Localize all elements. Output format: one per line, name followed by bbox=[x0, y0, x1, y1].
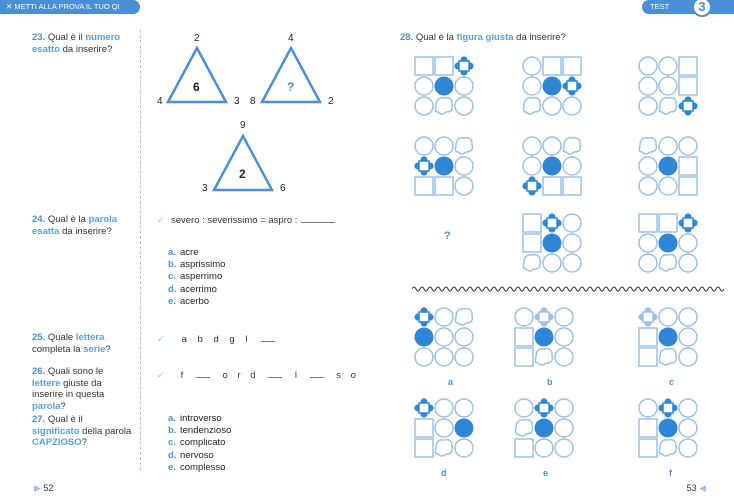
answer-blank[interactable] bbox=[196, 377, 210, 378]
light-cross-badge-shape bbox=[534, 307, 553, 326]
check-icon: ✓ bbox=[157, 370, 165, 381]
question-highlight: lettere bbox=[32, 377, 61, 389]
option[interactable]: a. introverso bbox=[168, 413, 222, 424]
triangle-2-top: 4 bbox=[288, 33, 294, 44]
question-text: Qual è il bbox=[47, 32, 86, 43]
question-highlight: parola bbox=[32, 400, 61, 412]
triangle-3-top: 9 bbox=[240, 120, 246, 131]
answer-figure[interactable] bbox=[412, 396, 476, 460]
blob-shape bbox=[515, 420, 532, 436]
matrix-figure bbox=[412, 134, 476, 198]
arrow-right-icon: ▶ bbox=[34, 483, 44, 493]
page-number: 53 bbox=[686, 483, 697, 493]
circle-shape bbox=[543, 254, 561, 272]
circle-shape bbox=[563, 254, 581, 272]
square-shape bbox=[563, 57, 581, 75]
question-25 bbox=[32, 332, 132, 355]
square-shape bbox=[679, 57, 697, 75]
circle-shape bbox=[639, 157, 657, 175]
triangle-3-left: 3 bbox=[202, 183, 208, 194]
square-shape bbox=[435, 177, 453, 195]
cross-badge-shape bbox=[658, 398, 677, 417]
question-24 bbox=[32, 214, 132, 237]
puzzle-letter: f bbox=[180, 370, 184, 381]
circle-shape bbox=[543, 137, 561, 155]
circle-shape bbox=[455, 439, 473, 457]
circle-shape bbox=[555, 399, 573, 417]
circle-shape bbox=[679, 348, 697, 366]
blob-shape bbox=[659, 255, 676, 271]
answer-blank[interactable] bbox=[301, 222, 335, 223]
matrix-figure bbox=[520, 211, 584, 275]
circle-shape bbox=[639, 254, 657, 272]
filled-circle-shape bbox=[435, 157, 454, 176]
circle-shape bbox=[639, 177, 657, 195]
question-26 bbox=[32, 366, 132, 412]
circle-shape bbox=[415, 137, 433, 155]
circle-shape bbox=[455, 328, 473, 346]
circle-shape bbox=[435, 137, 453, 155]
triangle-1-top: 2 bbox=[194, 33, 200, 44]
circle-shape bbox=[455, 77, 473, 95]
circle-shape bbox=[455, 97, 473, 115]
question-highlight: significato bbox=[32, 425, 80, 437]
circle-shape bbox=[659, 137, 677, 155]
option[interactable]: b. asprissimo bbox=[168, 259, 226, 271]
answer-blank[interactable] bbox=[310, 377, 324, 378]
filled-circle-shape bbox=[535, 419, 554, 438]
circle-shape bbox=[455, 177, 473, 195]
circle-shape bbox=[679, 308, 697, 326]
circle-shape bbox=[415, 97, 433, 115]
triangle-3-right: 6 bbox=[280, 183, 286, 194]
triangle-3-center: 2 bbox=[239, 167, 246, 181]
question-number: 23. bbox=[32, 32, 46, 43]
analogy-line bbox=[157, 215, 339, 226]
blob-shape bbox=[563, 138, 580, 154]
series-letter: g bbox=[229, 334, 235, 345]
circle-shape bbox=[435, 348, 453, 366]
blob-shape bbox=[659, 98, 676, 114]
question-23 bbox=[32, 32, 132, 55]
series-letter: a bbox=[181, 334, 187, 345]
matrix-figure bbox=[412, 54, 476, 118]
series-letter: d bbox=[213, 334, 219, 345]
question-text: ? bbox=[81, 437, 87, 448]
section-banner bbox=[0, 0, 140, 14]
question-text: da inserire? bbox=[513, 32, 566, 43]
question-number: 26. bbox=[32, 366, 46, 377]
circle-shape bbox=[659, 77, 677, 95]
cross-badge-shape bbox=[414, 398, 433, 417]
cross-badge-shape bbox=[414, 307, 433, 326]
page-number: 52 bbox=[43, 483, 54, 493]
question-highlight: lettera bbox=[75, 332, 105, 343]
star-icon: ✕ bbox=[6, 2, 15, 11]
square-shape bbox=[639, 348, 657, 366]
answer-figure[interactable] bbox=[412, 305, 476, 369]
question-text: Quale bbox=[47, 332, 76, 343]
square-shape bbox=[659, 214, 677, 232]
square-shape bbox=[679, 77, 697, 95]
filled-circle-shape bbox=[535, 328, 554, 347]
blob-shape bbox=[659, 349, 676, 365]
cross-badge-shape bbox=[454, 56, 473, 75]
circle-shape bbox=[523, 157, 541, 175]
square-shape bbox=[415, 57, 433, 75]
series-letter: b bbox=[197, 334, 203, 345]
test-banner bbox=[642, 0, 734, 14]
section-title: METTI ALLA PROVA IL TUO QI bbox=[14, 2, 120, 11]
filled-circle-shape bbox=[543, 77, 562, 96]
circle-shape bbox=[563, 157, 581, 175]
question-number: 27. bbox=[32, 414, 46, 425]
blob-shape bbox=[523, 255, 540, 271]
circle-shape bbox=[563, 214, 581, 232]
question-text: Qual è la bbox=[415, 32, 457, 43]
blob-shape bbox=[535, 349, 552, 365]
circle-shape bbox=[555, 419, 573, 437]
puzzle-letter: s bbox=[336, 370, 342, 381]
answer-label-c[interactable]: c bbox=[669, 377, 675, 387]
test-number: 3 bbox=[692, 0, 712, 17]
square-shape bbox=[515, 328, 533, 346]
triangle-1-right: 3 bbox=[234, 96, 240, 107]
answer-blank[interactable] bbox=[261, 341, 275, 342]
puzzle-letter: o bbox=[350, 370, 356, 381]
circle-shape bbox=[455, 399, 473, 417]
question-text: ? bbox=[60, 400, 66, 412]
cross-badge-shape bbox=[534, 398, 553, 417]
circle-shape bbox=[555, 308, 573, 326]
question-highlight: parola esatta bbox=[32, 214, 118, 237]
triangle-2-center: ? bbox=[287, 80, 295, 94]
square-shape bbox=[515, 348, 533, 366]
answer-label-e[interactable]: e bbox=[543, 468, 549, 478]
question-number: 25. bbox=[32, 332, 46, 343]
circle-shape bbox=[435, 308, 453, 326]
circle-shape bbox=[679, 419, 697, 437]
circle-shape bbox=[455, 157, 473, 175]
circle-shape bbox=[639, 97, 657, 115]
filled-circle-shape bbox=[455, 419, 474, 438]
square-shape bbox=[639, 328, 657, 346]
question-text: da inserire? bbox=[59, 43, 113, 55]
answer-label-a[interactable]: a bbox=[448, 377, 454, 387]
circle-shape bbox=[659, 57, 677, 75]
cross-badge-shape bbox=[562, 76, 581, 95]
filled-circle-shape bbox=[415, 328, 434, 347]
blob-shape bbox=[639, 138, 656, 154]
question-28 bbox=[400, 32, 600, 44]
option[interactable]: e. acerbo bbox=[168, 295, 210, 307]
circle-shape bbox=[563, 234, 581, 252]
circle-shape bbox=[455, 348, 473, 366]
cross-badge-shape bbox=[414, 156, 433, 175]
triangle-2 bbox=[258, 44, 324, 106]
square-shape bbox=[435, 57, 453, 75]
circle-shape bbox=[523, 137, 541, 155]
square-shape bbox=[415, 439, 433, 457]
triangle-1-center: 6 bbox=[193, 80, 200, 94]
option[interactable]: a. acre bbox=[168, 247, 199, 258]
circle-shape bbox=[639, 77, 657, 95]
circle-shape bbox=[435, 399, 453, 417]
filled-circle-shape bbox=[659, 157, 678, 176]
square-shape bbox=[679, 177, 697, 195]
option[interactable]: e. complesso bbox=[168, 461, 226, 473]
filled-circle-shape bbox=[659, 328, 678, 347]
missing-figure-mark: ? bbox=[444, 230, 451, 242]
answer-figure[interactable] bbox=[636, 396, 700, 460]
check-icon: ✓ bbox=[157, 215, 165, 226]
circle-shape bbox=[435, 328, 453, 346]
question-highlight: figura giusta bbox=[456, 32, 514, 43]
circle-shape bbox=[555, 328, 573, 346]
q24-options bbox=[168, 247, 225, 308]
filled-circle-shape bbox=[659, 234, 678, 253]
circle-shape bbox=[659, 177, 677, 195]
cross-badge-shape bbox=[678, 96, 697, 115]
circle-shape bbox=[679, 234, 697, 252]
option[interactable]: d. acerrimo bbox=[168, 283, 217, 295]
option[interactable]: b. tendenzioso bbox=[168, 425, 232, 437]
square-shape bbox=[523, 234, 541, 252]
cross-badge-shape bbox=[542, 213, 561, 232]
circle-shape bbox=[555, 348, 573, 366]
circle-shape bbox=[523, 57, 541, 75]
question-text: giuste da inserire in questa bbox=[32, 377, 105, 400]
circle-shape bbox=[415, 348, 433, 366]
question-text: della parola bbox=[79, 425, 132, 437]
answer-figure[interactable] bbox=[512, 305, 576, 369]
square-shape bbox=[415, 177, 433, 195]
circle-shape bbox=[523, 77, 541, 95]
puzzle-letter: o bbox=[222, 370, 228, 381]
question-highlight: serie bbox=[83, 343, 106, 355]
analogy-text: severo : severissimo = aspro : bbox=[170, 215, 298, 226]
triangle-1-left: 4 bbox=[157, 96, 163, 107]
circle-shape bbox=[679, 254, 697, 272]
matrix-figure bbox=[636, 54, 700, 118]
filled-circle-shape bbox=[435, 77, 454, 96]
puzzle-letter: d bbox=[250, 370, 256, 381]
answer-label-b[interactable]: b bbox=[547, 377, 553, 387]
triangle-2-right: 2 bbox=[328, 96, 334, 107]
filled-circle-shape bbox=[659, 419, 678, 438]
question-text: da inserire? bbox=[59, 225, 112, 237]
square-shape bbox=[563, 177, 581, 195]
question-number: 24. bbox=[32, 214, 46, 225]
option[interactable]: c. asperrimo bbox=[168, 271, 223, 283]
blob-shape bbox=[523, 98, 540, 114]
circle-shape bbox=[639, 234, 657, 252]
circle-shape bbox=[679, 439, 697, 457]
circle-shape bbox=[515, 308, 533, 326]
letter-series bbox=[157, 334, 278, 345]
square-shape bbox=[639, 439, 657, 457]
question-text: Qual è il bbox=[47, 414, 83, 425]
square-shape bbox=[415, 419, 433, 437]
square-shape bbox=[543, 177, 561, 195]
circle-shape bbox=[679, 137, 697, 155]
answer-blank[interactable] bbox=[268, 377, 282, 378]
question-text: Quali sono le bbox=[47, 366, 104, 377]
light-cross-badge-shape bbox=[638, 307, 657, 326]
question-text: completa la bbox=[32, 343, 84, 355]
square-shape bbox=[515, 439, 533, 457]
filled-circle-shape bbox=[543, 157, 562, 176]
answer-figure[interactable] bbox=[636, 305, 700, 369]
circle-shape bbox=[679, 399, 697, 417]
square-shape bbox=[543, 57, 561, 75]
blob-shape bbox=[435, 440, 452, 456]
circle-shape bbox=[555, 439, 573, 457]
matrix-figure bbox=[636, 211, 700, 275]
question-highlight: numero esatto bbox=[32, 32, 121, 55]
triangle-1 bbox=[164, 44, 230, 106]
answer-label-d[interactable]: d bbox=[441, 468, 447, 478]
right-page-number bbox=[687, 483, 706, 494]
series-letter: l bbox=[245, 334, 248, 345]
option[interactable]: d. nervoso bbox=[168, 449, 214, 461]
matrix-figure bbox=[520, 54, 584, 118]
square-shape bbox=[523, 214, 541, 232]
blob-shape bbox=[659, 440, 676, 456]
cross-badge-shape bbox=[522, 176, 541, 195]
circle-shape bbox=[563, 97, 581, 115]
blob-shape bbox=[455, 309, 472, 325]
check-icon: ✓ bbox=[157, 334, 165, 345]
square-shape bbox=[679, 157, 697, 175]
answer-label-f[interactable]: f bbox=[669, 468, 672, 478]
filled-circle-shape bbox=[543, 234, 562, 253]
square-shape bbox=[639, 419, 657, 437]
blob-shape bbox=[455, 138, 472, 154]
test-label: TEST bbox=[650, 2, 670, 11]
word-puzzle bbox=[157, 370, 356, 381]
circle-shape bbox=[543, 97, 561, 115]
left-page-number bbox=[34, 483, 53, 494]
matrix-figure bbox=[636, 134, 700, 198]
circle-shape bbox=[639, 399, 657, 417]
blob-shape bbox=[435, 98, 452, 114]
option[interactable]: c. complicato bbox=[168, 437, 226, 449]
cross-badge-shape bbox=[678, 213, 697, 232]
circle-shape bbox=[679, 328, 697, 346]
q27-options bbox=[168, 413, 231, 474]
circle-shape bbox=[535, 439, 553, 457]
wavy-separator bbox=[412, 284, 724, 294]
matrix-figure bbox=[520, 134, 584, 198]
question-highlight: CAPZIOSO bbox=[32, 437, 82, 448]
circle-shape bbox=[415, 77, 433, 95]
column-divider bbox=[140, 30, 141, 470]
question-number: 28. bbox=[400, 32, 414, 43]
question-text: ? bbox=[105, 343, 111, 355]
question-text: Qual è la bbox=[47, 214, 89, 225]
answer-figure[interactable] bbox=[512, 396, 576, 460]
puzzle-letter: l bbox=[294, 370, 297, 381]
circle-shape bbox=[639, 57, 657, 75]
square-shape bbox=[639, 214, 657, 232]
arrow-left-icon: ◀ bbox=[696, 483, 706, 493]
circle-shape bbox=[515, 399, 533, 417]
puzzle-letter: r bbox=[237, 370, 241, 381]
question-27 bbox=[32, 414, 132, 449]
circle-shape bbox=[659, 308, 677, 326]
triangle-3 bbox=[210, 132, 276, 194]
triangle-2-left: 8 bbox=[250, 96, 256, 107]
circle-shape bbox=[435, 419, 453, 437]
